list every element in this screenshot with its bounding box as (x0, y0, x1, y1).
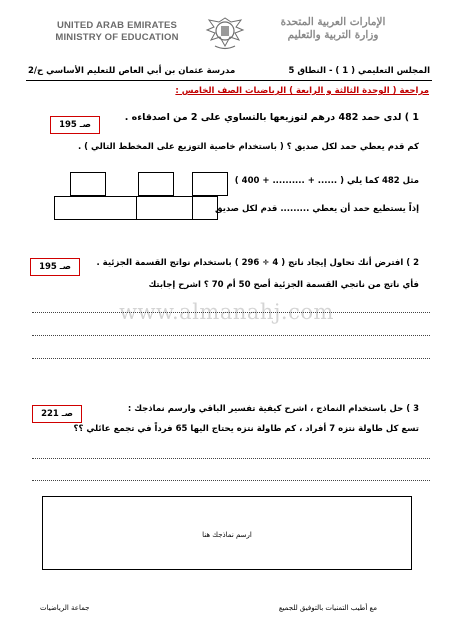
footer-wishes: مع أطيب التمنيات بالتوفيق للجميع (278, 604, 377, 612)
council-info: المجلس التعليمي ( 1 ) - النطاق 5 (288, 66, 430, 76)
answer-line[interactable] (32, 458, 430, 459)
answer-line[interactable] (32, 358, 430, 359)
distribution-box-top-mid[interactable] (138, 172, 174, 196)
distribution-box-bottom-left[interactable] (54, 196, 138, 220)
header-english (42, 20, 192, 44)
drawing-area[interactable] (42, 496, 412, 570)
answer-line[interactable] (32, 312, 430, 313)
q1-line2: كم قدم يعطي حمد لكل صديق ؟ ( باستخدام خاصية التوزيع على المخطط التالي ) . (77, 142, 419, 152)
school-name: مدرسة عثمان بن أبي العاص للتعليم الأساسي ح/2 (28, 66, 236, 76)
q2-page-badge: صـ 195 (30, 258, 80, 276)
distribution-box-bottom-mid[interactable] (136, 196, 194, 220)
q2-line2: فأي ناتج من ناتجي القسمة الجزئية أصح 50 أم 70 ؟ اشرح إجابتك (148, 280, 419, 290)
drawing-area-label: ارسم نماذجك هنا (202, 531, 252, 539)
q1-line4: إذاً يستطيع حمد أن يعطي ......... قدم لكل صديق (215, 204, 419, 214)
country-name-ar: الإمارات العربية المتحدة (280, 16, 386, 28)
uae-emblem-icon (203, 12, 247, 52)
answer-line[interactable] (32, 335, 430, 336)
ministry-name-en: MINISTRY OF EDUCATION (55, 32, 179, 43)
ministry-name-ar: وزارة التربية والتعليم (287, 29, 379, 41)
q3-page-badge: صـ 221 (32, 405, 82, 423)
q1-page-badge: صـ 195 (50, 116, 100, 134)
header-divider (26, 80, 432, 81)
watermark: www.almanahj.com (119, 300, 334, 324)
q1-line1: 1 ) لدى حمد 482 درهم لتوزيعها بالتساوي على 2 من اصدقاءه . (124, 112, 419, 123)
q3-line2: تسع كل طاولة نتزه 7 أفراد ، كم طاولة نتزه يحتاج اليها 65 فرداً في تجمع عائلي ؟؟ (73, 424, 419, 434)
q2-line1: 2 ) افترض أنك تحاول إيجاد ناتج ( 4 ÷ 296 ) باستخدام نواتج القسمة الجزئية . (96, 258, 419, 268)
answer-line[interactable] (32, 480, 430, 481)
distribution-box-top-left[interactable] (70, 172, 106, 196)
q3-line1: 3 ) حل باستخدام النماذج ، اشرح كيفية تفسير الباقي وارسم نماذجك : (127, 404, 419, 414)
review-title: مراجعة ( الوحدة الثالثة و الرابعة ) الرياضيات الصف الخامس : (175, 86, 429, 96)
country-name-en: UNITED ARAB EMIRATES (56, 20, 178, 31)
footer-team: جماعة الرياضيات (40, 604, 90, 612)
distribution-box-top-right[interactable] (192, 172, 228, 196)
q1-line3: مثل 482 كما يلي ( ...... + .......... + 400 ) (234, 176, 419, 186)
header-arabic (262, 16, 404, 42)
